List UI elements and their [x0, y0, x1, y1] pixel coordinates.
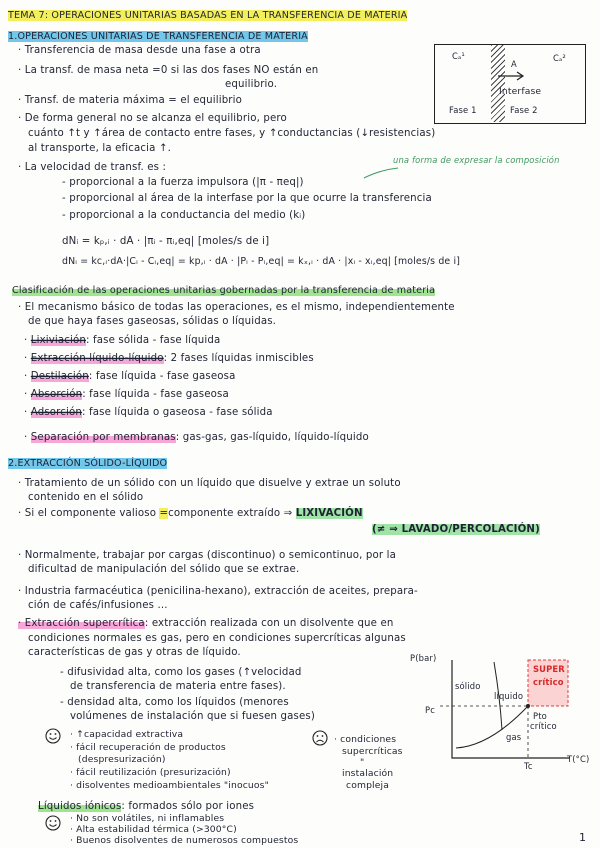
page-title: TEMA 7: OPERACIONES UNITARIAS BASADAS EN LA TRANSFERENCIA DE MATERIA — [8, 10, 408, 21]
s2-line: · Industria farmacéutica (penicilina-hexano), extracción de aceites, prepara- — [18, 586, 418, 597]
solid-label: sólido — [455, 681, 481, 691]
s1-line: - proporcional al área de la interfase por la que ocurre la transferencia — [62, 193, 432, 204]
pro-item: · disolventes medioambientales "inocuos" — [70, 780, 269, 791]
ca2-label: Cₐ² — [553, 53, 566, 63]
super-label: SUPER — [533, 664, 565, 674]
con-item: compleja — [346, 780, 390, 791]
classification-heading: Clasificación de las operaciones unitarias gobernadas por la transferencia de materia — [12, 285, 436, 296]
pro-item: · fácil recuperación de productos — [70, 742, 226, 753]
interface-hatch — [491, 45, 505, 122]
s2-line: ción de cafés/infusiones ... — [28, 600, 168, 611]
phase2-label: Fase 2 — [510, 105, 538, 115]
equation-2: dNᵢ = kc,ᵢ·dA·|Cᵢ - Cᵢ,eq| = kp,ᵢ · dA · |Pᵢ - Pᵢ,eq| = kₓ,ᵢ · dA · |xᵢ - xᵢ,eq| [moles/s de i] — [62, 256, 461, 267]
equation-1: dNᵢ = kₚ,ᵢ · dA · |πᵢ - πᵢ,eq| [moles/s de i] — [62, 236, 270, 247]
pro-item: · ↑capacidad extractiva — [70, 729, 184, 740]
class-item: · Lixiviación: fase sólida - fase líquida — [24, 335, 221, 346]
s1-line: al transporte, la eficacia ↑. — [28, 143, 172, 154]
class-intro: de que haya fases gaseosas, sólidas o líquidas. — [28, 316, 277, 327]
section2-heading: 2.EXTRACCIÓN SÓLIDO-LÍQUIDO — [8, 458, 168, 469]
happy-face-icon — [45, 728, 61, 744]
s1-line: - proporcional a la conductancia del medio (kᵢ) — [62, 210, 306, 221]
interface-label: Interfase — [499, 86, 542, 97]
ionic-item: · No son volátiles, ni inflamables — [70, 813, 225, 824]
s2-line: características de gas y otras de líquido. — [28, 647, 241, 658]
s2-line: · Extracción supercrítica: extracción realizada con un disolvente que en — [18, 618, 394, 629]
con-item: · condiciones — [334, 734, 397, 745]
s1-line: · De forma general no se alcanza el equilibrio, pero — [18, 113, 287, 124]
s1-line: · Transf. de materia máxima = el equilibrio — [18, 95, 243, 106]
note-arrow — [360, 166, 400, 180]
phase-xlabel: T(°C) — [567, 754, 590, 764]
s1-line: · Transferencia de masa desde una fase a otra — [18, 45, 261, 56]
class-intro: · El mecanismo básico de todas las operaciones, es el mismo, independientemente — [18, 302, 455, 313]
class-item: · Extracción líquido-líquido: 2 fases líquidas inmiscibles — [24, 353, 314, 364]
section1-heading: 1.OPERACIONES UNITARIAS DE TRANSFERENCIA DE MATERIA — [8, 31, 308, 42]
composition-note: una forma de expresar la composición — [393, 155, 560, 165]
happy-face-icon — [45, 815, 61, 831]
s2-line: · Normalmente, trabajar por cargas (discontinuo) o semicontinuo, por la — [18, 550, 397, 561]
s2-line: dificultad de manipulación del sólido que se extrae. — [28, 564, 300, 575]
s1-line: · La transf. de masa neta =0 si las dos fases NO están en — [18, 65, 319, 76]
phase1-label: Fase 1 — [449, 105, 477, 115]
ionic-item: · Alta estabilidad térmica (>300°C) — [70, 824, 237, 835]
ca1-label: Cₐ¹ — [452, 51, 465, 61]
s1-line: · La velocidad de transf. es : — [18, 162, 167, 173]
s1-line: - proporcional a la fuerza impulsora (|π - πeq|) — [62, 177, 304, 188]
pto-label: Pto — [533, 711, 547, 721]
pro-item: · fácil reutilización (presurización) — [70, 767, 231, 778]
pto-critico-label: crítico — [530, 721, 557, 731]
class-item: · Destilación: fase líquida - fase gaseosa — [24, 371, 236, 382]
s2-line: volúmenes de instalación que si fuesen gases) — [70, 711, 315, 722]
s2-line: - difusividad alta, como los gases (↑velocidad — [60, 667, 302, 678]
tc-label: Tc — [524, 761, 533, 771]
critico-label: crítico — [533, 677, 564, 687]
s2-line: condiciones normales es gas, pero en condiciones supercríticas algunas — [28, 633, 406, 644]
s2-line: · Si el componente valioso =componente extraído ⇒ LIXIVACIÓN — [18, 508, 363, 519]
s2-line: · Tratamiento de un sólido con un líquido que disuelve y extrae un soluto — [18, 478, 401, 489]
s1-line: cuánto ↑t y ↑área de contacto entre fases, y ↑conductancias (↓resistencias) — [28, 128, 436, 139]
con-item: instalación — [342, 768, 394, 779]
con-item: supercríticas — [342, 746, 403, 757]
ionic-item: · Buenos disolventes de numerosos compuestos — [70, 835, 299, 846]
s2-line: contenido en el sólido — [28, 492, 144, 503]
page-number: 1 — [579, 831, 587, 844]
sad-face-icon — [312, 730, 328, 746]
ionic-heading: Líquidos iónicos: formados sólo por iones — [38, 801, 255, 812]
class-item: · Adsorción: fase líquida o gaseosa - fase sólida — [24, 407, 273, 418]
pc-label: Pc — [425, 705, 435, 715]
class-item: · Separación por membranas: gas-gas, gas-líquido, líquido-líquido — [24, 432, 369, 443]
liquid-label: líquido — [494, 691, 524, 701]
s1-line: equilibrio. — [225, 79, 278, 90]
s2-line: - densidad alta, como los líquidos (menores — [60, 697, 289, 708]
class-item: · Absorción: fase líquida - fase gaseosa — [24, 389, 229, 400]
gas-label: gas — [506, 732, 522, 742]
pro-item: (despresurización) — [78, 754, 166, 765]
con-item: " — [360, 757, 365, 768]
arrow-label: A — [511, 59, 517, 69]
s2-line: de transferencia de materia entre fases). — [70, 681, 286, 692]
s2-line: (≠ ⇒ LAVADO/PERCOLACIÓN) — [372, 524, 540, 535]
arrow-icon — [498, 72, 526, 80]
phase-ylabel: P(bar) — [410, 653, 437, 663]
